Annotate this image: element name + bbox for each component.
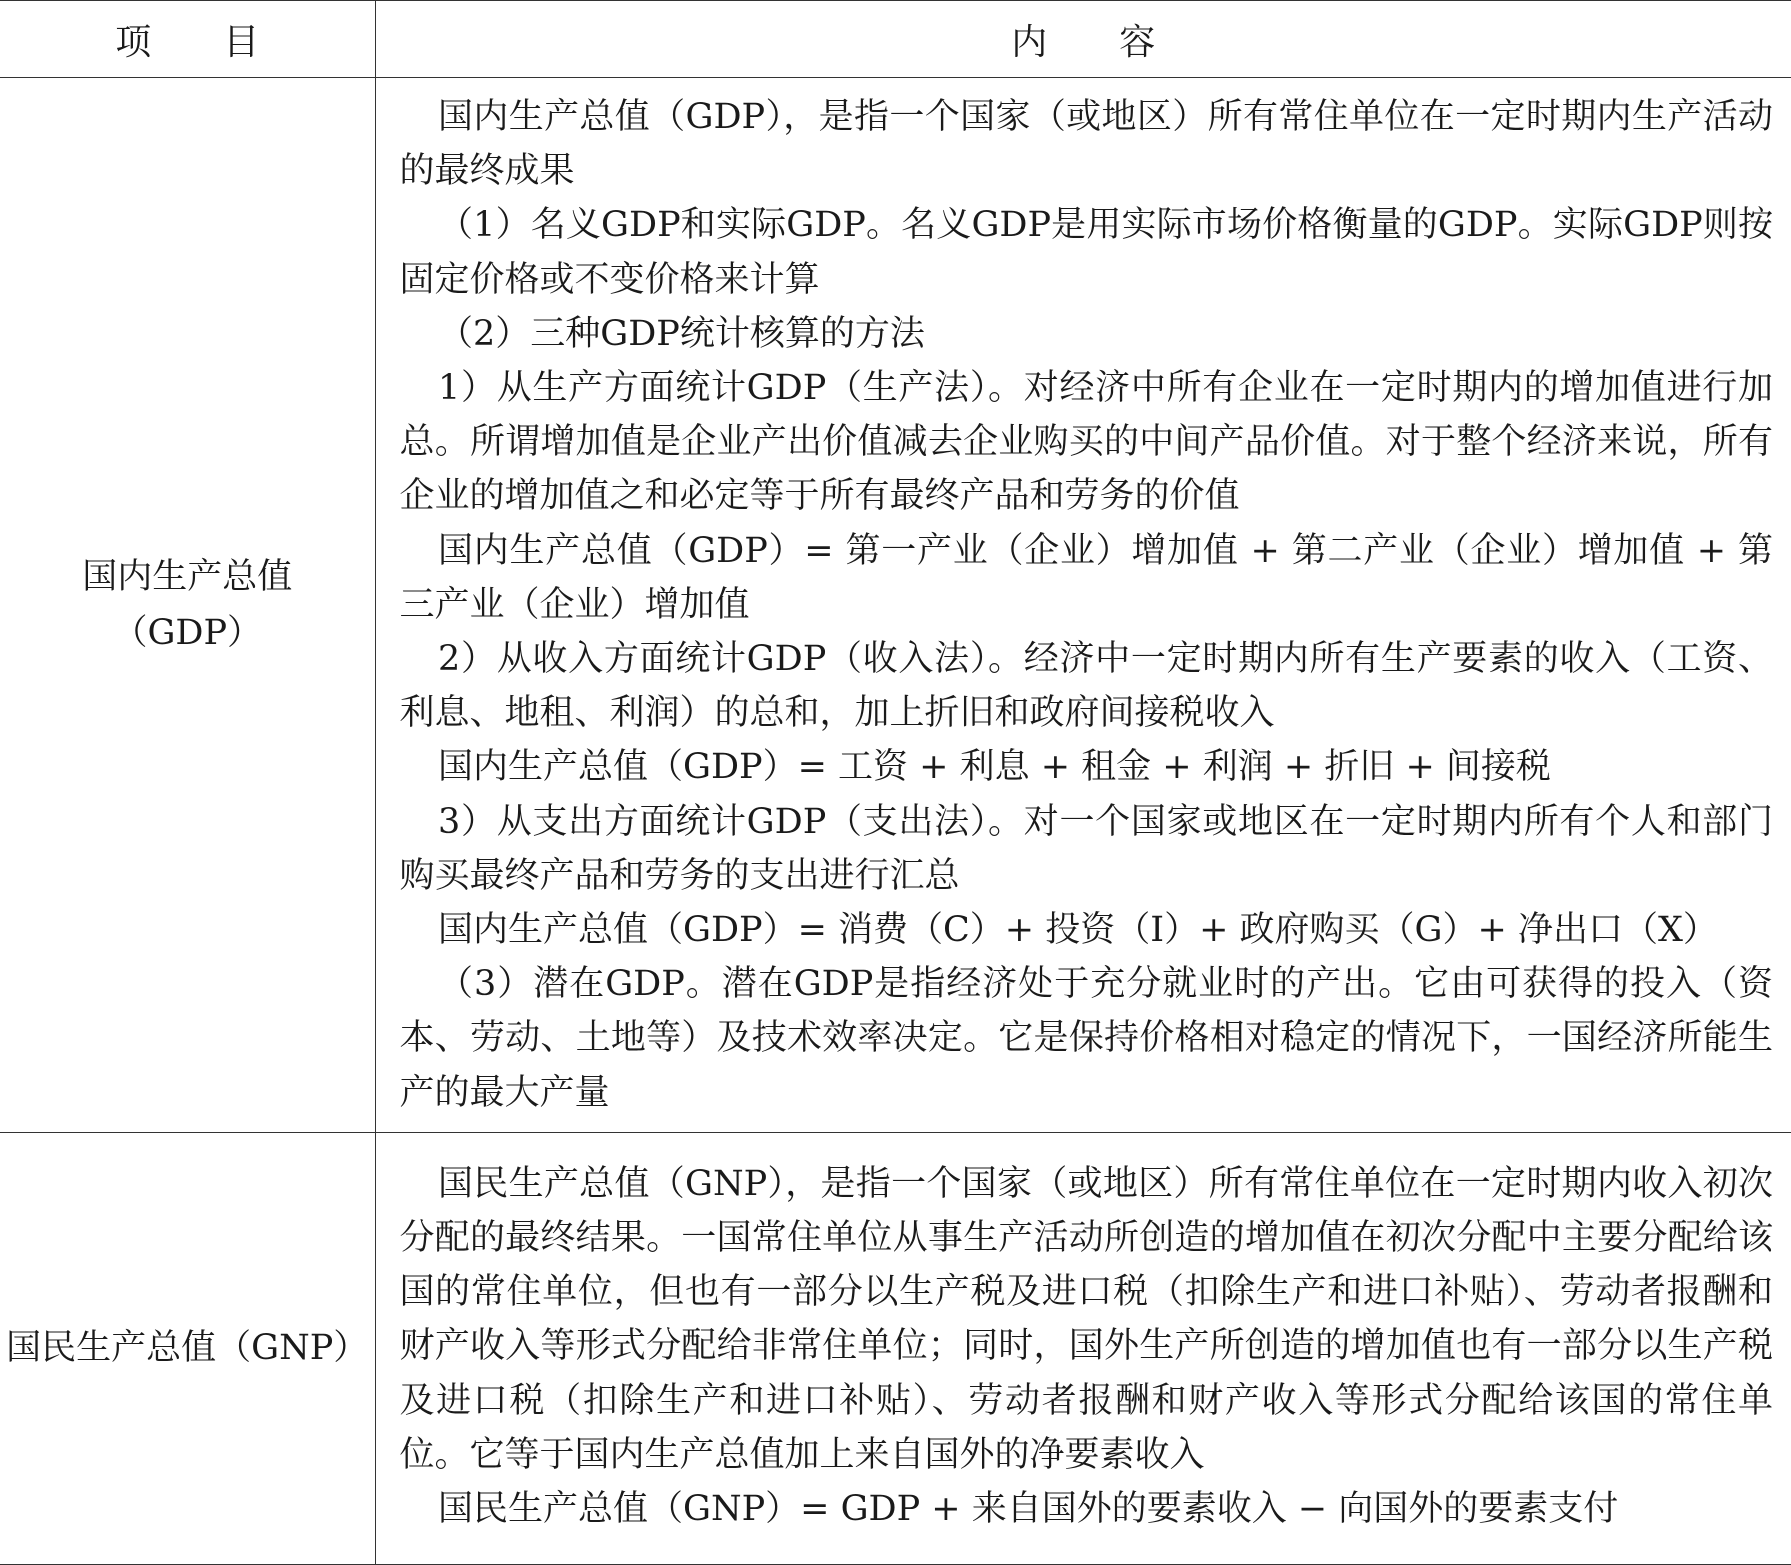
item-cell-gdp: [0, 78, 375, 1133]
content-paragraph: 国内生产总值（GDP），是指一个国家（或地区）所有常住单位在一定时期内生产活动的最终成果: [399, 97, 1773, 192]
content-paragraph: 1）从生产方面统计GDP（生产法）。对经济中所有企业在一定时期内的增加值进行加总。所谓增加值是企业产出价值减去企业购买的中间产品价值。对于整个经济来说，所有企业的增加值之和必定等于所有最终产品和劳务的价值: [399, 368, 1773, 517]
column-header-item: 项 目: [0, 1, 375, 78]
content-paragraph: （2）三种GDP统计核算的方法: [438, 313, 925, 354]
table-row-gdp: [0, 78, 1791, 1133]
formula-paragraph: 国民生产总值（GNP）= GDP + 来自国外的要素收入 − 向国外的要素支付: [438, 1489, 1619, 1530]
item-label-line: （GDP）: [112, 612, 263, 653]
content-cell-gnp: [375, 1132, 1791, 1564]
table-header-row: [0, 1, 1791, 78]
table-row-gnp: [0, 1132, 1791, 1564]
formula-paragraph: 国内生产总值（GDP）= 第一产业（企业）增加值 + 第二产业（企业）增加值 + 第三产业（企业）增加值: [399, 530, 1773, 625]
content-cell-gdp: [375, 78, 1791, 1133]
item-cell-gnp: [0, 1132, 375, 1564]
content-paragraph: 2）从收入方面统计GDP（收入法）。经济中一定时期内所有生产要素的收入（工资、利息、地租、利润）的总和，加上折旧和政府间接税收入: [399, 639, 1773, 734]
content-paragraph: 3）从支出方面统计GDP（支出法）。对一个国家或地区在一定时期内所有个人和部门购买最终产品和劳务的支出进行汇总: [399, 801, 1773, 896]
item-label-line: 国民生产总值（GNP）: [6, 1328, 369, 1369]
content-paragraph: 国民生产总值（GNP），是指一个国家（或地区）所有常住单位在一定时期内收入初次分配的最终结果。一国常住单位从事生产活动所创造的增加值在初次分配中主要分配给该国的常住单位，但也有一部分以生产税及进口税（扣除生产和进口补贴）、劳动者报酬和财产收入等形式分配给非常住单位；同时，国外生产所创造的增加值也有一部分以生产税及进口税（扣除生产和进口补贴）、劳动者报酬和财产收入等形式分配给该国的常住单位。它等于国内生产总值加上来自国外的净要素收入: [399, 1163, 1773, 1475]
content-paragraph: （3）潜在GDP。潜在GDP是指经济处于充分就业时的产出。它由可获得的投入（资本、劳动、土地等）及技术效率决定。它是保持价格相对稳定的情况下，一国经济所能生产的最大产量: [399, 964, 1773, 1113]
formula-paragraph: 国内生产总值（GDP）= 工资 + 利息 + 租金 + 利润 + 折旧 + 间接税: [438, 747, 1551, 788]
item-label-line: 国内生产总值: [82, 556, 293, 597]
formula-paragraph: 国内生产总值（GDP）= 消费（C）+ 投资（I）+ 政府购买（G）+ 净出口（X）: [438, 910, 1718, 951]
content-paragraph: （1）名义GDP和实际GDP。名义GDP是用实际市场价格衡量的GDP。实际GDP则按固定价格或不变价格来计算: [399, 205, 1773, 300]
column-header-content: 内 容: [375, 1, 1791, 78]
